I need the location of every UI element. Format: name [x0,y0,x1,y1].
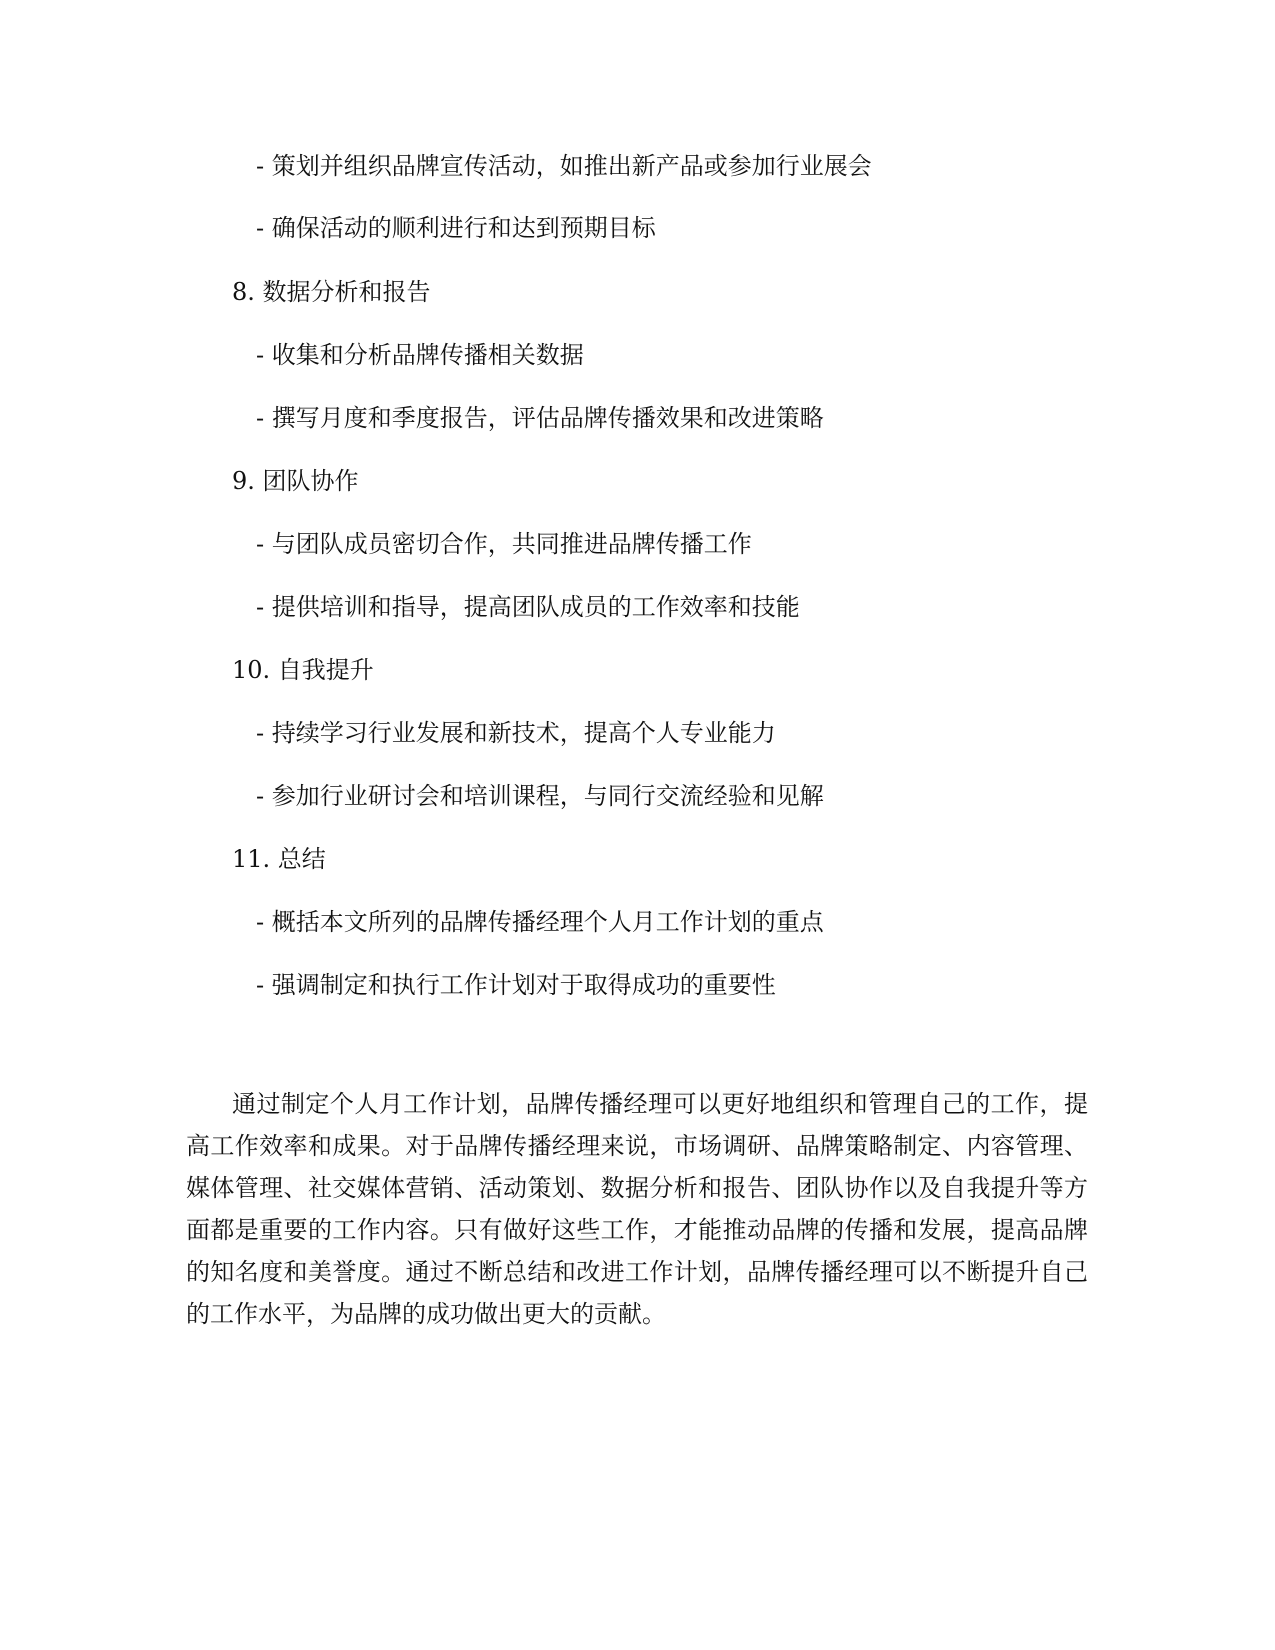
section-heading: 9. 团队协作 [232,467,359,495]
section-heading: 11. 总结 [232,845,326,873]
list-item: - 与团队成员密切合作，共同推进品牌传播工作 [256,530,752,558]
conclusion-paragraph: 通过制定个人月工作计划，品牌传播经理可以更好地组织和管理自己的工作，提高工作效率和成果。对于品牌传播经理来说，市场调研、品牌策略制定、内容管理、媒体管理、社交媒体营销、活动策划、数据分析和报告、团队协作以及自我提升等方面都是重要的工作内容。只有做好这些工作，才能推动品牌的传播和发展，提高品牌的知名度和美誉度。通过不断总结和改进工作计划，品牌传播经理可以不断提升自己的工作水平，为品牌的成功做出更大的贡献。 [186,1090,1088,1328]
conclusion-paragraph-block [186,1083,1088,1335]
list-item: - 确保活动的顺利进行和达到预期目标 [256,214,656,242]
list-item: - 收集和分析品牌传播相关数据 [256,341,584,369]
section-heading: 10. 自我提升 [232,656,374,684]
list-item: - 提供培训和指导，提高团队成员的工作效率和技能 [256,593,800,621]
list-item: - 策划并组织品牌宣传活动，如推出新产品或参加行业展会 [256,152,872,180]
section-heading: 8. 数据分析和报告 [232,278,431,306]
list-item: - 持续学习行业发展和新技术，提高个人专业能力 [256,719,776,747]
list-item: - 概括本文所列的品牌传播经理个人月工作计划的重点 [256,908,824,936]
list-item: - 参加行业研讨会和培训课程，与同行交流经验和见解 [256,782,824,810]
list-item: - 撰写月度和季度报告，评估品牌传播效果和改进策略 [256,404,824,432]
list-item: - 强调制定和执行工作计划对于取得成功的重要性 [256,971,776,999]
